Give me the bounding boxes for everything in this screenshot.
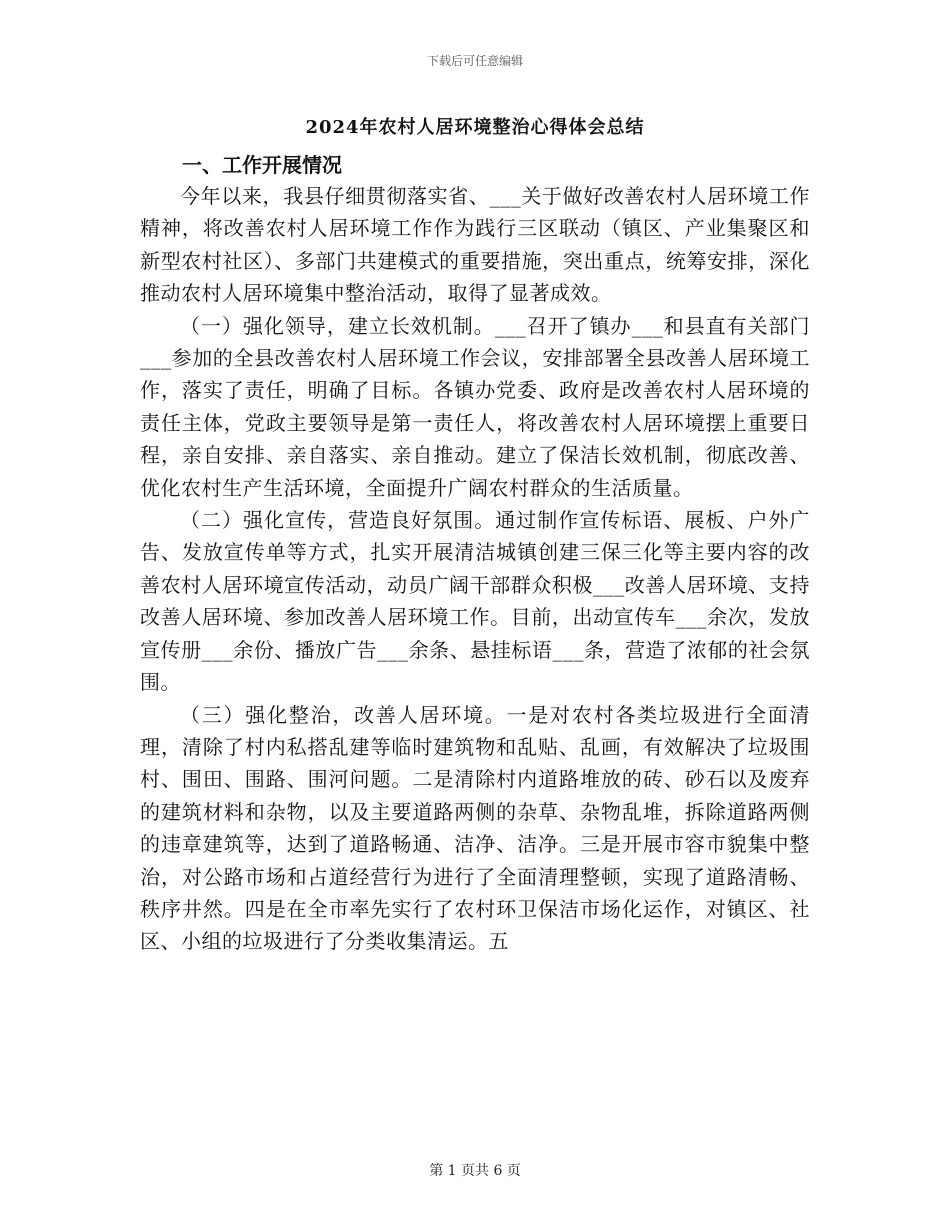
paragraph-intro: 今年以来，我县仔细贯彻落实省、___关于做好改善农村人居环境工作精神，将改善农村人居环境工作作为践行三区联动（镇区、产业集聚区和新型农村社区）、多部门共建模式的重要措施，突出重点，统筹安排，深化推动农村人居环境集中整治活动，取得了显著成效。 — [140, 184, 810, 306]
paragraph-leadership: （一）强化领导，建立长效机制。___召开了镇办___和县直有关部门___参加的全县改善农村人居环境工作会议，安排部署全县改善人居环境工作，落实了责任，明确了目标。各镇办党委、政府是改善农村人居环境的责任主体，党政主要领导是第一责任人，将改善农村人居环境摆上重要日程，亲自安排、亲自落实、亲自推动。建立了保洁长效机制，彻底改善、优化农村生产生活环境，全面提升广阔农村群众的生活质量。 — [140, 313, 810, 500]
paragraph-publicity: （二）强化宣传，营造良好氛围。通过制作宣传标语、展板、户外广告、发放宣传单等方式，扎实开展清洁城镇创建三保三化等主要内容的改善农村人居环境宣传活动，动员广阔干部群众积极___改善人居环境、支持改善人居环境、参加改善人居环境工作。目前，出动宣传车___余次，发放宣传册___余份、播放广告___余条、悬挂标语___条，营造了浓郁的社会氛围。 — [140, 508, 810, 695]
document-title: 2024年农村人居环境整治心得体会总结 — [305, 117, 645, 138]
document-body — [140, 150, 810, 958]
section-heading: 一、工作开展情况 — [182, 153, 342, 177]
paragraph-rectification: （三）强化整治，改善人居环境。一是对农村各类垃圾进行全面清理，清除了村内私搭乱建等临时建筑物和乱贴、乱画，有效解决了垃圾围村、围田、围路、围河问题。二是清除村内道路堆放的砖、砂石以及废弃的建筑材料和杂物，以及主要道路两侧的杂草、杂物乱堆，拆除道路两侧的违章建筑等，达到了道路畅通、洁净、洁净。三是开展市容市貌集中整治，对公路市场和占道经营行为进行了全面清理整顿，实现了道路清畅、秩序井然。四是在全市率先实行了农村环卫保洁市场化运作，对镇区、社区、小组的垃圾进行了分类收集清运。五 — [140, 702, 810, 954]
page-number: 第 1 页共 6 页 — [429, 1163, 521, 1179]
header-note: 下载后可任意编辑 — [426, 54, 523, 68]
